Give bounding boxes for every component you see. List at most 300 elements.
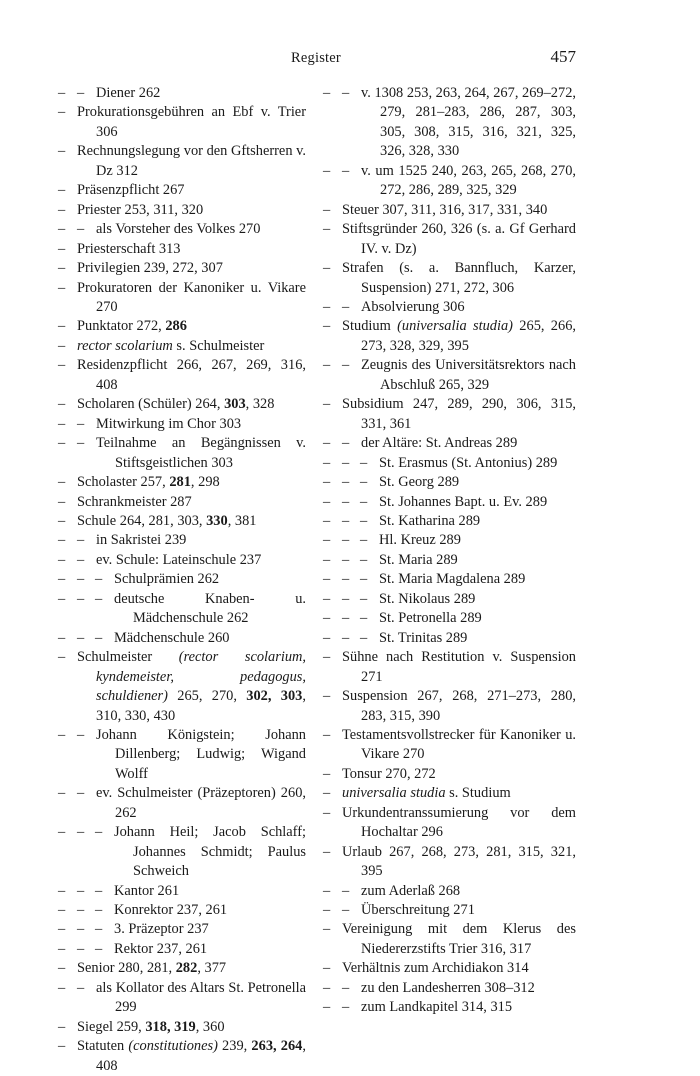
- level-dash: –: [323, 629, 331, 646]
- level-dash: –: [323, 260, 331, 277]
- index-entry-text: [379, 629, 576, 648]
- entry-text: in Sakristei 239: [96, 532, 187, 549]
- entry-text: Siegel 259,: [77, 1018, 146, 1035]
- entry-text: Suspension 267, 268, 271–273, 280, 283, 315, 390: [342, 688, 576, 724]
- index-entry: [323, 531, 576, 550]
- index-entry: [58, 551, 306, 570]
- index-entry: [58, 1018, 306, 1037]
- entry-text: St. Katharina 289: [379, 512, 481, 529]
- index-entry-text: [361, 882, 576, 901]
- entry-italic: universalia studia: [342, 785, 446, 802]
- entry-text: St. Maria Magdalena 289: [379, 571, 526, 588]
- level-dash: –: [323, 999, 331, 1016]
- entry-text: Schule 264, 281, 303,: [77, 512, 207, 529]
- level-dash: –: [342, 474, 350, 491]
- index-entry-text: [77, 103, 306, 142]
- level-dash: –: [323, 201, 331, 218]
- level-dash: –: [58, 474, 66, 491]
- index-entry: [323, 317, 576, 356]
- index-entry: [58, 882, 306, 901]
- index-entry: [58, 240, 306, 259]
- entry-text: Verhältnis zum Archidiakon 314: [342, 960, 529, 977]
- level-dash: –: [58, 882, 66, 899]
- entry-text: Residenzpflicht 266, 267, 269, 316, 408: [77, 357, 306, 393]
- level-dash: –: [95, 902, 103, 919]
- level-dash: –: [58, 512, 66, 529]
- entry-text: zum Landkapitel 314, 315: [361, 999, 513, 1016]
- index-entry-text: [96, 726, 306, 784]
- index-entry: [58, 512, 306, 531]
- entry-italic-mid: (rector scolarium, kyndemeister, pedagogus, schuldiener): [96, 649, 307, 705]
- entry-text: Statuten: [77, 1038, 129, 1055]
- index-entry: [58, 648, 306, 726]
- level-dash: –: [360, 532, 368, 549]
- level-dash: –: [58, 415, 66, 432]
- index-entry: [323, 629, 576, 648]
- level-dash: –: [323, 960, 331, 977]
- entry-text: Mitwirkung im Chor 303: [96, 415, 242, 432]
- level-dash: –: [323, 532, 331, 549]
- index-entry-text: [77, 512, 306, 531]
- index-entry: [58, 395, 306, 414]
- entry-text: s. Schulmeister: [172, 337, 265, 354]
- level-dash: –: [77, 902, 85, 919]
- level-dash: –: [58, 902, 66, 919]
- level-dash: –: [58, 979, 66, 996]
- index-column-left: [58, 84, 306, 1076]
- level-dash: –: [323, 765, 331, 782]
- entry-bold-tail: 286: [165, 318, 187, 335]
- entry-bold2: 263, 264: [251, 1038, 303, 1055]
- level-dash: –: [58, 824, 66, 841]
- index-entry-text: [342, 395, 576, 434]
- index-entry: [323, 570, 576, 589]
- index-entry-text: [342, 804, 576, 843]
- index-entry: [58, 473, 306, 492]
- level-dash: –: [58, 435, 66, 452]
- level-dash: –: [58, 551, 66, 568]
- entry-text: Urkundentranssumierung vor dem Hochaltar 296: [342, 804, 576, 841]
- entry-bold-tail: 330: [206, 512, 228, 529]
- entry-text: Steuer 307, 311, 316, 317, 331, 340: [342, 201, 548, 218]
- level-dash: –: [95, 629, 103, 646]
- entry-text: St. Petronella 289: [379, 610, 482, 627]
- index-entry-text: [379, 609, 576, 628]
- index-entry: [323, 162, 576, 201]
- entry-text: Zeugnis des Universitätsrektors nach Abschluß 265, 329: [361, 357, 576, 393]
- entry-text: Konrektor 237, 261: [114, 902, 228, 919]
- entry-text: St. Trinitas 289: [379, 629, 468, 646]
- level-dash: –: [342, 85, 350, 101]
- level-dash: –: [323, 785, 331, 802]
- level-dash: –: [323, 85, 331, 101]
- entry-after: 265, 270,: [167, 688, 247, 705]
- entry-bold-tail: 303: [224, 396, 246, 413]
- index-entry: [58, 493, 306, 512]
- index-entry-text: [379, 570, 576, 589]
- index-entry: [323, 843, 576, 882]
- index-entry: [323, 84, 576, 162]
- entry-text: v. um 1525 240, 263, 265, 268, 270, 272, 286, 289, 325, 329: [361, 162, 576, 199]
- index-entry-text: [96, 434, 306, 473]
- level-dash: –: [342, 551, 350, 568]
- index-entry: [58, 103, 306, 142]
- index-entry: [58, 979, 306, 1018]
- entry-bold-tail: 281: [169, 474, 191, 491]
- entry-text: als Vorsteher des Volkes 270: [96, 221, 261, 238]
- entry-after: , 377: [197, 960, 227, 977]
- index-entry: [58, 784, 306, 823]
- level-dash: –: [360, 493, 368, 510]
- level-dash: –: [323, 454, 331, 471]
- level-dash: –: [342, 999, 350, 1016]
- entry-after: , 298: [190, 474, 220, 491]
- level-dash: –: [95, 882, 103, 899]
- entry-text: ev. Schulmeister (Präzeptoren) 260, 262: [96, 785, 306, 821]
- index-entry-text: [379, 531, 576, 550]
- index-entry: [58, 959, 306, 978]
- level-dash: –: [77, 882, 85, 899]
- index-entry: [58, 181, 306, 200]
- index-entry-text: [342, 843, 576, 882]
- entry-text: St. Erasmus (St. Antonius) 289: [379, 454, 558, 471]
- entry-text: Priesterschaft 313: [77, 240, 181, 257]
- entry-text: Kantor 261: [114, 882, 180, 899]
- index-entry: [323, 901, 576, 920]
- index-entry: [323, 356, 576, 395]
- level-dash: –: [58, 201, 66, 218]
- index-entry-text: [342, 259, 576, 298]
- index-entry: [323, 590, 576, 609]
- level-dash: –: [58, 726, 66, 743]
- level-dash: –: [342, 590, 350, 607]
- index-entry-text: [361, 901, 576, 920]
- level-dash: –: [77, 532, 85, 549]
- index-entry-text: [379, 590, 576, 609]
- entry-text: Überschreitung 271: [361, 902, 475, 919]
- level-dash: –: [342, 532, 350, 549]
- index-entry: [58, 920, 306, 939]
- index-entry: [323, 648, 576, 687]
- index-entry-text: [77, 356, 306, 395]
- entry-text: Prokuratoren der Kanoniker u. Vikare 270: [77, 279, 306, 315]
- entry-text: St. Johannes Bapt. u. Ev. 289: [379, 493, 548, 510]
- level-dash: –: [323, 804, 331, 821]
- index-entry-text: [342, 784, 576, 803]
- index-entry: [323, 979, 576, 998]
- level-dash: –: [323, 162, 331, 179]
- index-entry-text: [77, 337, 306, 356]
- index-entry-text: [96, 415, 306, 434]
- index-entry-text: [96, 220, 306, 239]
- level-dash: –: [360, 610, 368, 627]
- index-entry: [323, 551, 576, 570]
- index-entry: [323, 998, 576, 1017]
- level-dash: –: [342, 902, 350, 919]
- index-entry: [58, 142, 306, 181]
- level-dash: –: [323, 921, 331, 938]
- entry-after2: , 310, 330, 430: [96, 688, 306, 724]
- entry-text: der Altäre: St. Andreas 289: [361, 435, 518, 452]
- level-dash: –: [323, 357, 331, 374]
- level-dash: –: [58, 571, 66, 588]
- level-dash: –: [58, 104, 66, 121]
- index-entry-text: [77, 317, 306, 336]
- entry-text: 3. Präzeptor 237: [114, 921, 209, 938]
- index-entry-text: [77, 648, 306, 726]
- level-dash: –: [323, 493, 331, 510]
- index-entry: [58, 901, 306, 920]
- index-entry: [58, 726, 306, 784]
- index-entry-text: [342, 726, 576, 765]
- level-dash: –: [360, 454, 368, 471]
- index-entry-text: [77, 201, 306, 220]
- entry-text: Schulmeister: [77, 649, 179, 666]
- entry-text: Scholaren (Schüler) 264,: [77, 396, 225, 413]
- index-entry-text: [379, 473, 576, 492]
- level-dash: –: [323, 221, 331, 238]
- index-entry-text: [77, 473, 306, 492]
- index-entry-text: [361, 998, 576, 1017]
- index-entry: [58, 356, 306, 395]
- index-entry-text: [342, 765, 576, 784]
- entry-text: Stiftsgründer 260, 326 (s. a. Gf Gerhard IV. v. Dz): [342, 221, 576, 257]
- level-dash: –: [342, 610, 350, 627]
- level-dash: –: [77, 726, 85, 743]
- index-entry: [323, 493, 576, 512]
- level-dash: –: [323, 571, 331, 588]
- index-entry-text: [114, 940, 306, 959]
- entry-text: St. Maria 289: [379, 551, 458, 568]
- index-entry-text: [379, 454, 576, 473]
- index-entry-text: [77, 240, 306, 259]
- index-entry-text: [77, 181, 306, 200]
- index-entry: [323, 454, 576, 473]
- index-entry-text: [342, 959, 576, 978]
- level-dash: –: [360, 590, 368, 607]
- entry-text: Subsidium 247, 289, 290, 306, 315, 331, 361: [342, 396, 576, 432]
- level-dash: –: [360, 551, 368, 568]
- level-dash: –: [323, 474, 331, 491]
- index-entry: [323, 220, 576, 259]
- level-dash: –: [77, 435, 85, 452]
- level-dash: –: [58, 649, 66, 666]
- entry-text: Präsenzpflicht 267: [77, 182, 185, 199]
- level-dash: –: [58, 182, 66, 199]
- entry-text: Punktator 272,: [77, 318, 166, 335]
- entry-text: deutsche Knaben- u. Mädchenschule 262: [114, 590, 306, 627]
- level-dash: –: [58, 143, 66, 160]
- index-entry-text: [379, 512, 576, 531]
- index-entry-text: [77, 142, 306, 181]
- entry-text: Johann Heil; Jacob Schlaff; Johannes Schmidt; Paulus Schweich: [114, 824, 306, 880]
- index-entry: [58, 940, 306, 959]
- entry-text: s. Studium: [445, 785, 511, 802]
- index-entry: [323, 473, 576, 492]
- entry-text: Studium: [342, 318, 398, 335]
- index-entry-text: [77, 279, 306, 318]
- level-dash: –: [360, 629, 368, 646]
- entry-after: , 328: [245, 396, 275, 413]
- level-dash: –: [77, 921, 85, 938]
- level-dash: –: [323, 649, 331, 666]
- index-entry-text: [379, 551, 576, 570]
- level-dash: –: [77, 415, 85, 432]
- level-dash: –: [323, 512, 331, 529]
- index-column-right: [323, 84, 576, 1018]
- level-dash: –: [58, 221, 66, 238]
- entry-after: 239,: [217, 1038, 252, 1055]
- entry-text: Tonsur 270, 272: [342, 765, 436, 782]
- index-entry: [323, 298, 576, 317]
- index-entry-text: [114, 590, 306, 629]
- entry-text: v. 1308 253, 263, 264, 267, 269–272, 279, 281–283, 286, 287, 303, 305, 308, 315, 316, 321, 325, 326, 328, 330: [361, 85, 576, 160]
- index-entry: [58, 415, 306, 434]
- level-dash: –: [58, 921, 66, 938]
- level-dash: –: [77, 629, 85, 646]
- entry-text: Urlaub 267, 268, 273, 281, 315, 321, 395: [342, 843, 576, 880]
- index-entry-text: [96, 84, 306, 103]
- level-dash: –: [58, 785, 66, 802]
- level-dash: –: [323, 843, 331, 860]
- index-entry: [323, 920, 576, 959]
- entry-text: Strafen (s. a. Bannfluch, Karzer, Suspension) 271, 272, 306: [342, 260, 576, 296]
- level-dash: –: [58, 1018, 66, 1035]
- index-entry-text: [77, 1018, 306, 1037]
- entry-text: Schulprämien 262: [114, 571, 220, 588]
- page-number: 457: [550, 47, 576, 66]
- level-dash: –: [323, 902, 331, 919]
- index-entry-text: [114, 920, 306, 939]
- entry-text: Schrankmeister 287: [77, 493, 192, 510]
- level-dash: –: [342, 435, 350, 452]
- level-dash: –: [323, 396, 331, 413]
- entry-text: Mädchenschule 260: [114, 629, 230, 646]
- index-entry-text: [361, 298, 576, 317]
- level-dash: –: [77, 940, 85, 957]
- entry-text: als Kollator des Altars St. Petronella 299: [96, 979, 306, 1016]
- index-entry: [58, 434, 306, 473]
- running-header-title: Register: [291, 50, 341, 66]
- index-entry: [323, 765, 576, 784]
- index-entry-text: [96, 531, 306, 550]
- index-entry: [323, 882, 576, 901]
- index-entry: [58, 220, 306, 239]
- level-dash: –: [58, 960, 66, 977]
- index-entry: [58, 570, 306, 589]
- level-dash: –: [323, 610, 331, 627]
- entry-text: Johann Königstein; Johann Dillenberg; Ludwig; Wigand Wolff: [96, 726, 306, 782]
- index-entry: [58, 259, 306, 278]
- level-dash: –: [323, 590, 331, 607]
- index-entry: [58, 201, 306, 220]
- index-entry-text: [361, 356, 576, 395]
- level-dash: –: [58, 532, 66, 549]
- level-dash: –: [77, 221, 85, 238]
- entry-text: Privilegien 239, 272, 307: [77, 260, 223, 277]
- index-entry-text: [379, 493, 576, 512]
- level-dash: –: [58, 396, 66, 413]
- entry-text: Priester 253, 311, 320: [77, 201, 204, 218]
- entry-italic: rector scolarium: [77, 337, 173, 354]
- index-entry: [58, 84, 306, 103]
- level-dash: –: [342, 298, 350, 315]
- level-dash: –: [323, 688, 331, 705]
- index-entry: [323, 687, 576, 726]
- level-dash: –: [77, 571, 85, 588]
- entry-text: Rektor 237, 261: [114, 940, 208, 957]
- entry-text: Prokurationsgebühren an Ebf v. Trier 306: [77, 104, 306, 140]
- index-entry-text: [96, 551, 306, 570]
- level-dash: –: [58, 629, 66, 646]
- level-dash: –: [77, 85, 85, 101]
- entry-after2: , 408: [96, 1038, 306, 1074]
- entry-bold2: 302, 303: [246, 688, 303, 705]
- entry-after: , 360: [195, 1018, 225, 1035]
- index-entry-text: [77, 959, 306, 978]
- level-dash: –: [323, 298, 331, 315]
- level-dash: –: [77, 785, 85, 802]
- level-dash: –: [360, 512, 368, 529]
- level-dash: –: [323, 882, 331, 899]
- index-entry: [323, 259, 576, 298]
- level-dash: –: [77, 979, 85, 996]
- level-dash: –: [58, 240, 66, 257]
- entry-text: Teilnahme an Begängnissen v. Stiftsgeistlichen 303: [96, 435, 306, 471]
- index-entry-text: [114, 823, 306, 881]
- index-entry-text: [361, 434, 576, 453]
- level-dash: –: [58, 337, 66, 354]
- entry-bold-tail: 318, 319: [145, 1018, 196, 1035]
- level-dash: –: [342, 882, 350, 899]
- index-entry: [323, 201, 576, 220]
- index-entry: [323, 512, 576, 531]
- level-dash: –: [323, 435, 331, 452]
- level-dash: –: [58, 85, 66, 101]
- index-entry: [323, 804, 576, 843]
- entry-text: Diener 262: [96, 85, 161, 101]
- index-entry-text: [342, 201, 576, 220]
- entry-text: St. Nikolaus 289: [379, 590, 476, 607]
- level-dash: –: [77, 590, 85, 607]
- index-entry-text: [342, 920, 576, 959]
- level-dash: –: [95, 921, 103, 938]
- index-entry-text: [96, 979, 306, 1018]
- level-dash: –: [95, 590, 103, 607]
- level-dash: –: [342, 454, 350, 471]
- level-dash: –: [77, 551, 85, 568]
- entry-text: Rechnungslegung vor den Gftsherren v. Dz 312: [77, 143, 306, 179]
- entry-after: , 381: [227, 512, 257, 529]
- level-dash: –: [58, 1038, 66, 1055]
- level-dash: –: [342, 512, 350, 529]
- entry-text: Scholaster 257,: [77, 474, 170, 491]
- level-dash: –: [58, 357, 66, 374]
- level-dash: –: [58, 493, 66, 510]
- index-entry-text: [361, 84, 576, 162]
- level-dash: –: [323, 318, 331, 335]
- entry-text: Sühne nach Restitution v. Suspension 271: [342, 649, 576, 685]
- index-entry-text: [114, 629, 306, 648]
- index-entry-text: [361, 162, 576, 201]
- level-dash: –: [342, 357, 350, 374]
- level-dash: –: [95, 940, 103, 957]
- entry-bold-tail: 282: [175, 960, 198, 977]
- index-entry-text: [77, 259, 306, 278]
- level-dash: –: [58, 940, 66, 957]
- index-entry-text: [114, 882, 306, 901]
- level-dash: –: [95, 571, 103, 588]
